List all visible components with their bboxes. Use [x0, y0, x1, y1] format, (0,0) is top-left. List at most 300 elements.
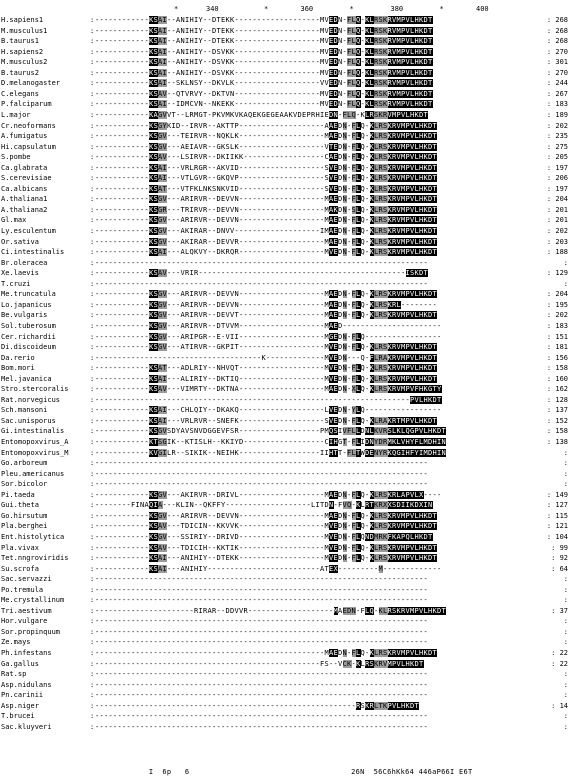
alignment-row — [0, 79, 576, 90]
species-name: C.elegans — [1, 89, 39, 98]
alignment-row — [0, 216, 576, 227]
species-name: Rat.sp — [1, 670, 27, 679]
species-name: Di.discoideum — [1, 343, 56, 352]
sequence: ------------KSAI---ANIHIY--DTEKK-------------------MVEDN-FLQ-KLRSKRVMPVLHKDT — [95, 554, 437, 563]
separator: : — [90, 564, 95, 573]
species-name: Tet.nngroviridis — [1, 554, 69, 563]
separator: : — [90, 26, 95, 35]
separator: : — [90, 532, 95, 541]
species-name: Mel.javanica — [1, 374, 52, 383]
sequence: ------------KSAV--QTVRVY--DKTVN-------------------MVEDN-FLQ-KLRSKRVMPVLHKDT — [95, 89, 433, 98]
residue-count: : — [563, 279, 568, 288]
species-name: Da.rerio — [1, 353, 35, 362]
separator: : — [90, 501, 95, 510]
alignment-row — [0, 702, 576, 713]
separator: : — [90, 406, 95, 415]
residue-count: : 138 — [546, 438, 568, 446]
sequence: ------------KSAI--ANIHIY--DSVKK-------------------MVEDN-FLQ-KLRSKRVMPVLHKDT — [95, 47, 433, 56]
sequence: ------------KSGV---ARIRVR--DEVVT-------------------MAEDN-FLQ-KLRSKRVMPVLHKDT — [95, 311, 437, 320]
alignment-row — [0, 607, 576, 618]
residue-count: : 156 — [546, 353, 568, 362]
alignment-row — [0, 438, 576, 449]
sequence: ------------KSGV---ARIRVR--DEVVN-------------------MAEDN-FLQ-KLRSKRL-------- — [95, 300, 437, 309]
alignment-row — [0, 406, 576, 417]
residue-count: : 183 — [546, 100, 568, 109]
separator: : — [90, 459, 95, 468]
sequence: ---------------------------------------------------MAEDN-FLQ-KLRSKRVMPVLHKDT — [95, 649, 437, 657]
species-name: M.musculus1 — [1, 26, 48, 35]
residue-count: : 275 — [546, 142, 568, 151]
residue-count: : 151 — [546, 332, 568, 341]
residue-count: : 129 — [546, 269, 568, 278]
residue-count: : 121 — [546, 522, 568, 531]
separator: : — [90, 269, 95, 278]
species-name: H.sapiens1 — [1, 16, 44, 24]
separator: : — [90, 37, 95, 46]
ruler-tick: * — [439, 5, 444, 13]
ruler-tick: 400 — [476, 5, 489, 13]
separator: : — [90, 195, 95, 204]
species-name: A.fumigatus — [1, 132, 48, 141]
species-name: Ca.glabrata — [1, 163, 48, 172]
separator: : — [90, 427, 95, 436]
species-name: Me.crystallinum — [1, 596, 65, 605]
residue-count: : 205 — [546, 153, 568, 162]
sequence: -------------------------------------------------------------------------- — [95, 617, 428, 626]
residue-count: : 204 — [546, 290, 568, 299]
residue-count: : 152 — [546, 416, 568, 425]
alignment-row — [0, 470, 576, 481]
species-name: Cer.richardii — [1, 332, 56, 341]
ruler-tick: 380 — [390, 5, 404, 13]
sequence: -------------------------------------------------------------------------- — [95, 712, 428, 721]
separator: : — [90, 353, 95, 362]
separator: : — [90, 290, 95, 299]
separator: : — [90, 722, 95, 731]
sequence: ------------KSGYKID--IRVR--AKTTP-------------------AAEDN-FLQ-KLRSKRVMPVLHKDT — [95, 121, 437, 130]
species-name: Asp.niger — [1, 701, 39, 710]
residue-count: : 22 — [551, 659, 568, 668]
species-name: Po.tremula — [1, 585, 44, 594]
sequence: ------------KSAI--SKLNSY--DKVLK-------------------VVEDN-FLQ-KLRSKRVMPVLHKDT — [95, 79, 433, 88]
alignment-row — [0, 90, 576, 101]
separator: : — [90, 670, 95, 679]
alignment-row — [0, 638, 576, 649]
sequence: ------------KSAI---VRLRVR--SNEFK-------------------SVEDN-FLQ-KLRAKRTMPVLHKDT — [95, 416, 437, 425]
sequence: ------------KSGV---AKIRAR--DNVV-------------------IMAEDN-FLQ-KLRSKRVMPVLHKDT — [95, 227, 437, 235]
separator: : — [90, 606, 95, 615]
residue-count: : — [563, 459, 568, 468]
separator: : — [90, 374, 95, 383]
residue-count: : 37 — [551, 606, 568, 615]
alignment-row — [0, 364, 576, 375]
residue-count: : 301 — [546, 58, 568, 67]
alignment-row — [0, 449, 576, 460]
separator: : — [90, 321, 95, 330]
residue-count: : — [563, 627, 568, 636]
species-name: Sac.servazzi — [1, 575, 52, 584]
sequence: --------------------------------------------------FS--VCK-KLRSKRVMPVLHKDT — [95, 659, 424, 668]
residue-count: : 115 — [546, 511, 568, 520]
residue-count: : 195 — [546, 300, 568, 309]
sequence: -------------------------------------------------------------------------- — [95, 575, 428, 584]
ruler-tick: * — [349, 5, 354, 13]
species-name: Rat.norvegicus — [1, 395, 61, 404]
separator: : — [90, 638, 95, 647]
separator: : — [90, 279, 95, 288]
sequence: ------------KSGV---AKIRAR--DEVVR-------------------MAEDN-FLQ-KLRSKRVMPVLHKDT — [95, 237, 437, 246]
sequence: ------------KSGV---TEIRVR--NQKLK-------------------MAEDN-FLQ-KLRSKRVMPVLHKDT — [95, 132, 437, 141]
alignment-row — [0, 111, 576, 122]
alignment-row — [0, 153, 576, 164]
sequence: ------------KSAI---ALIRIY--DKTIQ-------------------MVEDN-FLQ-KLRSKRVMPVLHKDT — [95, 374, 437, 383]
residue-count: : 158 — [546, 427, 568, 436]
residue-count: : — [563, 575, 568, 584]
species-name: T.brucei — [1, 712, 35, 721]
sequence: --------FINAQIA---KLIN--QKFFY-------------------LITDN-FVQ-KLRTKRXXSDIIKDXIN — [95, 501, 433, 510]
alignment-row — [0, 301, 576, 312]
residue-count: : 99 — [551, 543, 568, 552]
species-name: Cr.neoformans — [1, 121, 56, 130]
sequence: -------------------------------------------------------------------------- — [95, 258, 428, 267]
species-name: L.major — [1, 110, 31, 119]
separator: : — [90, 110, 95, 119]
separator: : — [90, 58, 95, 67]
residue-count: : 204 — [546, 195, 568, 204]
alignment-row — [0, 16, 576, 27]
residue-count: : 268 — [546, 37, 568, 46]
species-name: Go.arboreum — [1, 459, 48, 468]
species-name: Gui.theta — [1, 501, 39, 510]
residue-count: : 202 — [546, 121, 568, 130]
separator: : — [90, 153, 95, 162]
residue-count: : — [563, 448, 568, 457]
separator: : — [90, 385, 95, 394]
sequence: ------------KTSGIK--KTISLH--KKIYD------------------CIHGT-FLIDNYDRMKLVHYFLMDHIN — [95, 438, 446, 446]
alignment-row — [0, 195, 576, 206]
species-name: P.falciparum — [1, 100, 52, 109]
species-name: Ci.intestinalis — [1, 248, 65, 257]
sequence: ------------KSGV---ARIPGR--E-VII-------------------MGEDN-FLQ----------------- — [95, 332, 442, 341]
alignment-row — [0, 206, 576, 217]
species-name: Ent.histolytica — [1, 532, 65, 541]
species-name: S.cerevisiae — [1, 174, 52, 183]
residue-count: : 206 — [546, 174, 568, 183]
residue-count: : 189 — [546, 110, 568, 119]
alignment-row — [0, 269, 576, 280]
sequence: ------------KSAI---ANIHIY-------------------------ATEX---------M------------- — [95, 564, 442, 573]
separator: : — [90, 522, 95, 531]
alignment-row — [0, 290, 576, 301]
residue-count: : 22 — [551, 649, 568, 657]
species-name: Bom.mori — [1, 364, 35, 373]
species-name: Ly.esculentum — [1, 227, 56, 235]
separator: : — [90, 184, 95, 193]
alignment-row — [0, 48, 576, 59]
separator: : — [90, 237, 95, 246]
separator: : — [90, 174, 95, 183]
residue-count: : — [563, 585, 568, 594]
separator: : — [90, 89, 95, 98]
species-name: A.thaliana1 — [1, 195, 48, 204]
position-ruler — [0, 5, 576, 14]
sequence: ------------KSAI--ANIHIY--DTEKK-------------------MVEDN-FLQ-KLRSKRVMPVLHKDT — [95, 37, 433, 46]
alignment-row — [0, 354, 576, 365]
separator: : — [90, 311, 95, 320]
species-name: Gl.max — [1, 216, 27, 225]
species-name: Pn.carinii — [1, 691, 44, 700]
residue-count: : 267 — [546, 89, 568, 98]
separator: : — [90, 216, 95, 225]
alignment-row — [0, 691, 576, 702]
species-name: Br.oleracea — [1, 258, 48, 267]
sequence: -------------------------------------------------------------------------- — [95, 638, 428, 647]
residue-count: : 203 — [546, 237, 568, 246]
residue-count: : 270 — [546, 68, 568, 77]
sequence: ------------KSAI--ANIHIY--DSVKK-------------------MVEDN-FLQ-KLRSKRVMPVLHKDT — [95, 58, 433, 67]
alignment-row — [0, 660, 576, 671]
species-name: Ca.albicans — [1, 184, 48, 193]
species-name: Sor.bicolor — [1, 480, 48, 489]
separator: : — [90, 585, 95, 594]
alignment-row — [0, 723, 576, 734]
residue-count: : — [563, 617, 568, 626]
residue-count: : 235 — [546, 132, 568, 141]
residue-count: : — [563, 469, 568, 478]
species-name: T.cruzi — [1, 279, 31, 288]
residue-count: : 64 — [551, 564, 568, 573]
separator: : — [90, 248, 95, 257]
alignment-row — [0, 427, 576, 438]
sequence: -------------------------------------------------------------------------- — [95, 480, 428, 489]
sequence: ------------KSAT---VTFKLNKSNKVID-------------------SVEDN-FLQ-KLRSKRVMPVLHKDT — [95, 184, 437, 193]
residue-count: : 181 — [546, 343, 568, 352]
sequence: ------------KSGV---AKIRVR--DRIVL-------------------MAEDN-FLQ-KLRSKRLAPVLX---- — [95, 490, 442, 499]
sequence: -------------------------------------------------------------------------- — [95, 459, 428, 468]
species-name: M.musculus2 — [1, 58, 48, 67]
species-name: Pla.vivax — [1, 543, 39, 552]
separator: : — [90, 469, 95, 478]
ruler-tick: * — [264, 5, 269, 13]
separator: : — [90, 554, 95, 563]
sequence: ------------KSGR---TRIRVR--DEVVN-------------------MAKDN-SLQ-KLRSKRVMPVLHKDT — [95, 205, 437, 214]
separator: : — [90, 543, 95, 552]
residue-count: : 104 — [546, 532, 568, 541]
separator: : — [90, 100, 95, 109]
residue-count: : — [563, 480, 568, 489]
residue-count: : 127 — [546, 501, 568, 510]
species-name: Or.sativa — [1, 237, 39, 246]
alignment-row — [0, 459, 576, 470]
alignment-row — [0, 27, 576, 38]
alignment-row — [0, 533, 576, 544]
separator: : — [90, 596, 95, 605]
alignment-row — [0, 712, 576, 723]
ruler-tick: 360 — [300, 5, 314, 13]
residue-count: : — [563, 638, 568, 647]
residue-count: : — [563, 596, 568, 605]
alignment-row — [0, 596, 576, 607]
residue-count: : 162 — [546, 385, 568, 394]
species-name: Be.vulgaris — [1, 311, 48, 320]
sequence: ----------------------RIRAR--DDVVR-------------------MAEDN-FLQ-KLRSKRVMPVLHKDT — [95, 606, 446, 615]
residue-count: : 160 — [546, 374, 568, 383]
residue-count: : 183 — [546, 321, 568, 330]
residue-count: : 268 — [546, 16, 568, 24]
separator: : — [90, 332, 95, 341]
separator: : — [90, 16, 95, 24]
species-name: Ga.gallus — [1, 659, 39, 668]
species-name: Pi.taeda — [1, 490, 35, 499]
alignment-row — [0, 122, 576, 133]
separator: : — [90, 691, 95, 700]
species-name: Asp.nidulans — [1, 680, 52, 689]
separator: : — [90, 227, 95, 235]
sequence: ------------KSAV---TDICIH--KKTIK-------------------MVEDN-FLQ-KLRSKRVMPVLHKDT — [95, 543, 437, 552]
species-name: H.sapiens2 — [1, 47, 44, 56]
alignment-row — [0, 554, 576, 565]
alignment-row — [0, 522, 576, 533]
species-name: Sor.propinquum — [1, 627, 61, 636]
sequence: ----------------------------------------------------------RSKRLTKPVLHKDT — [95, 701, 419, 710]
alignment-row — [0, 132, 576, 143]
species-name: Sac.kluyveri — [1, 722, 52, 731]
residue-count: : 244 — [546, 79, 568, 88]
residue-count: : 128 — [546, 395, 568, 404]
sequence: -------------------------------------------------------------------------- — [95, 670, 428, 679]
alignment-row — [0, 501, 576, 512]
alignment-row — [0, 164, 576, 175]
alignment-row — [0, 248, 576, 259]
alignment-row — [0, 185, 576, 196]
sequence: ------------KSGV---ARIRVR--DEVVN-------------------MAEDN-FLQ-KLRSKRVMPVLHKDT — [95, 290, 437, 299]
separator: : — [90, 511, 95, 520]
separator: : — [90, 438, 95, 446]
sequence: ------------KSAI--ANIHIY--DTEKK-------------------MVEDN-FLQ-KLRSKRVMPVLHKDT — [95, 16, 433, 24]
consensus-line: I 6p 6 26N 56C6hKk64 446aP66I E6T — [95, 768, 473, 776]
alignment-row — [0, 375, 576, 386]
residue-count: : 268 — [546, 26, 568, 35]
alignment-row — [0, 227, 576, 238]
species-name: Sol.tuberosum — [1, 321, 56, 330]
alignment-row — [0, 174, 576, 185]
species-name: Stro.stercoralis — [1, 385, 69, 394]
separator: : — [90, 47, 95, 56]
alignment-row — [0, 333, 576, 344]
species-name: Go.hirsutum — [1, 511, 48, 520]
sequence: ------------KSAT---ADLRIY--NHVQT-------------------MVEDN-FLQ-KLRSKRVMPVLHKDT — [95, 364, 437, 373]
separator: : — [90, 617, 95, 626]
alignment-row — [0, 37, 576, 48]
sequence: ------------KSGV---ARIRVR--DTVVM-------------------MAED---------------------- — [95, 321, 442, 330]
sequence: -------------------------------------------------------------------------- — [95, 627, 428, 636]
residue-count: : 137 — [546, 406, 568, 415]
separator: : — [90, 121, 95, 130]
species-name: S.pombe — [1, 153, 31, 162]
alignment-row — [0, 259, 576, 270]
species-name: B.taurus1 — [1, 37, 39, 46]
alignment-row — [0, 417, 576, 428]
separator: : — [90, 343, 95, 352]
separator: : — [90, 627, 95, 636]
sequence: ------------KAGVVT--LRMGT-PKVMKVKAQEKGEGEAAKVDEPRHIEDN-FLQ-KLRSKRVMPVLHKDT — [95, 110, 428, 119]
sequence: ------------KSAI---ALQKVY--DKRQR-------------------MVEDN-FLQ-KLRSKRVMPVLHKDT — [95, 248, 437, 257]
sequence: ------------KSGV---AEIAVR--GKSLK-------------------VTEDN-FLQ-KLRSKRVMPVLHKDT — [95, 142, 437, 151]
sequence: ------------KSAV---VIMRTY--DKTNA-------------------MAEDN-XLQ-KLRSKRVMPVFHKGTY — [95, 385, 442, 394]
species-name: Lo.japanicus — [1, 300, 52, 309]
residue-count: : 202 — [546, 227, 568, 235]
sequence: ------------KSAV---TDICIN--KKVVK-------------------MVEDN-FLQ-KLRSKRVMPVLHKDT — [95, 522, 437, 531]
species-name: Entomopoxvirus_M — [1, 448, 69, 457]
residue-count: : — [563, 680, 568, 689]
sequence: -------------------------------------------------------------------------- — [95, 596, 428, 605]
species-name: Sac.unisporus — [1, 416, 56, 425]
alignment-row — [0, 544, 576, 555]
ruler-tick: 340 — [206, 5, 219, 13]
alignment-row — [0, 280, 576, 291]
sequence: ------------KSGV---ARIRVR--DEVVN-------------------MAEDN-FLQ-KLRSKRVMPVLHKDT — [95, 195, 437, 204]
species-name: Pleu.americanus — [1, 469, 65, 478]
residue-count: : — [563, 258, 568, 267]
residue-count: : — [563, 712, 568, 721]
alignment-row — [0, 649, 576, 660]
species-name: Hor.vulgare — [1, 617, 48, 626]
residue-count: : 158 — [546, 364, 568, 373]
alignment-row — [0, 586, 576, 597]
alignment-row — [0, 143, 576, 154]
alignment-row — [0, 311, 576, 322]
alignment-row — [0, 628, 576, 639]
residue-count: : — [563, 722, 568, 731]
species-name: Gi.intestinalis — [1, 427, 65, 436]
species-name: D.melanogaster — [1, 79, 61, 88]
sequence: ------------KSAI---CHLQIY--DKAKQ-------------------LVEDN-YLQ----------------- — [95, 406, 442, 415]
separator: : — [90, 258, 95, 267]
sequence: ------------KSAI--ANIHIY--DTEKK-------------------MVEDN-FLQ-KLRSKRVMPVLHKDT — [95, 26, 433, 35]
separator: : — [90, 680, 95, 689]
residue-count: : 201 — [546, 216, 568, 225]
residue-count: : 149 — [546, 490, 568, 499]
separator: : — [90, 480, 95, 489]
separator: : — [90, 712, 95, 721]
alignment-row — [0, 617, 576, 628]
species-name: Sch.mansoni — [1, 406, 48, 415]
alignment-row — [0, 322, 576, 333]
species-name: B.taurus2 — [1, 68, 39, 77]
separator: : — [90, 649, 95, 657]
alignment-row — [0, 565, 576, 576]
residue-count: : 14 — [551, 701, 568, 710]
separator: : — [90, 142, 95, 151]
sequence: ------------KSAI---VRLRGR--AKVID-------------------SVEDN-FLQ-KLRSKRVMPVLHKDT — [95, 163, 437, 172]
residue-count: : 270 — [546, 47, 568, 56]
separator: : — [90, 448, 95, 457]
separator: : — [90, 300, 95, 309]
residue-count: : — [563, 670, 568, 679]
alignment-row — [0, 58, 576, 69]
alignment-row — [0, 100, 576, 111]
separator: : — [90, 132, 95, 141]
sequence: -------------------------------------------------------------------------- — [95, 691, 428, 700]
residue-count: : 202 — [546, 311, 568, 320]
sequence: ------------KVGILR--SIKIK--NEIHK------------------IIHTT-FLTWDENYRKQGIHFYIMDHIN — [95, 448, 446, 457]
residue-count: : 92 — [551, 554, 568, 563]
species-name: Ph.infestans — [1, 649, 52, 657]
alignment-row — [0, 491, 576, 502]
sequence: ------------KSAI--IDMCVN--NKEKK-------------------MVEDN-FLQ-KLRSKRVMPVLHKDT — [95, 100, 433, 109]
residue-count: : — [563, 691, 568, 700]
alignment-row — [0, 238, 576, 249]
